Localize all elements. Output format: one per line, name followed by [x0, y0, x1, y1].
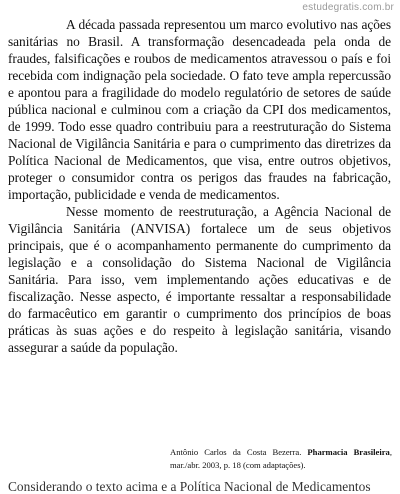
- article-text: [8, 16, 391, 356]
- citation-author: Antônio Carlos da Costa Bezerra.: [170, 447, 302, 457]
- next-question-text: Considerando o texto acima e a Política Nacional de Medicamentos: [8, 479, 371, 494]
- citation-details: , mar./abr. 2003, p. 18 (com adaptações).: [170, 447, 392, 470]
- paragraph-1: A década passada representou um marco evolutivo nas ações sanitárias no Brasil. A transformação desencadeada pela onda de fraudes, falsificações e roubos de medicamentos atravessou o país e foi recebida com indignação pela sociedade. O fato teve ampla repercussão e apontou para a fragilidade do modelo regulatório de setores de saúde pública nacional e culminou com a criação da CPI dos medicamentos, de 1999. Todo esse quadro contribuiu para a reestruturação do Sistema Nacional de Vigilância Sanitária e para o cumprimento das diretrizes da Política Nacional de Medicamentos, que visa, entre outros objetivos, proteger o consumidor contra os perigos das fraudes na fabricação, importação, publicidade e venda de medicamentos.: [8, 17, 391, 202]
- citation-journal: Pharmacia Brasileira: [307, 447, 390, 457]
- source-citation: [170, 446, 392, 472]
- site-watermark: estudegratis.com.br: [302, 2, 394, 13]
- paragraph-2: Nesse momento de reestruturação, a Agência Nacional de Vigilância Sanitária (ANVISA) fortalece um de seus objetivos principais, que é o acompanhamento permanente do cumprimento da legislação e a consolidação do Sistema Nacional de Vigilância Sanitária. Para isso, vem implementando ações educativas e de fiscalização. Nesse aspecto, é importante ressaltar a responsabilidade do farmacêutico em garantir o cumprimento dos princípios de boas práticas às suas ações e do respeito à legislação sanitária, visando assegurar a saúde da população.: [8, 204, 391, 355]
